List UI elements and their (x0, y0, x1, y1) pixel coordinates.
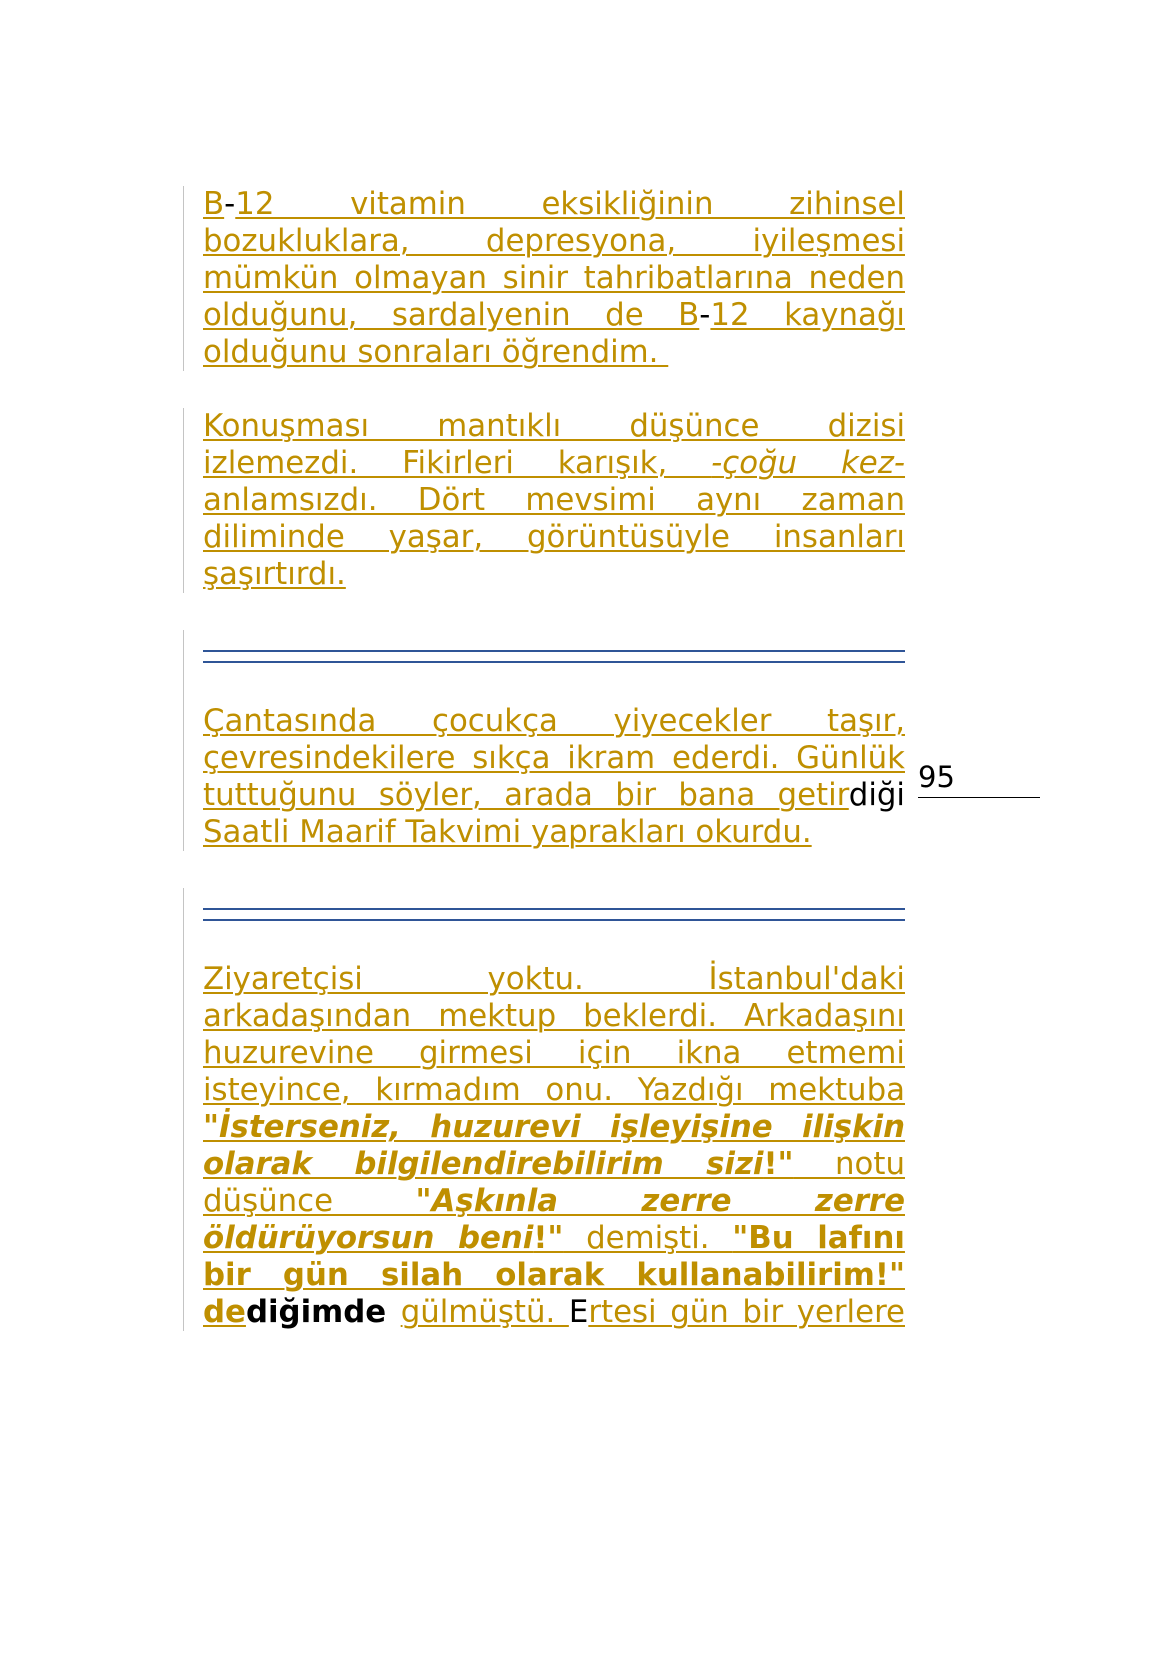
inserted-quote-text: "Aşkınla zerre zerre (415, 1183, 905, 1219)
inserted-text: düşünce (203, 1183, 416, 1219)
inserted-text: notu (793, 1146, 905, 1182)
inserted-bold-text: !" (763, 1146, 794, 1182)
change-bar (183, 630, 184, 851)
paragraph (203, 961, 905, 1331)
inserted-bold-text: !" (533, 1220, 564, 1256)
inserted-text: Çantasında çocukça yiyecekler taşır, (203, 703, 905, 739)
text-line (203, 260, 905, 297)
inserted-text: rtesi gün bir yerlere (588, 1294, 905, 1330)
text-line (203, 1220, 905, 1257)
text-line (203, 445, 905, 482)
text-line (203, 408, 905, 445)
inserted-text: 12 kaynağı (710, 297, 905, 333)
inserted-text: B (203, 186, 225, 222)
text: - (224, 186, 236, 222)
change-bar (183, 408, 184, 593)
text-line (203, 186, 905, 223)
inserted-text: mümkün olmayan sinir tahribatlarına neden (203, 260, 905, 296)
inserted-text: şaşırtırdı. (203, 556, 346, 592)
inserted-quote-text: öldürüyorsun beni (203, 1220, 534, 1256)
inserted-text: 12 vitamin eksikliğinin zihinsel (235, 186, 905, 222)
inserted-quote-text: olarak bilgilendirebilirim sizi (203, 1146, 764, 1182)
inserted-text: olduğunu sonraları öğrendim. (203, 334, 669, 370)
inserted-bold-text: de (203, 1294, 246, 1330)
inserted-text: tuttuğunu söyler, arada bir bana getir (203, 777, 849, 813)
inserted-text: bozukluklara, depresyona, iyileşmesi (203, 223, 905, 259)
paragraph (203, 703, 905, 851)
text-line (203, 1294, 905, 1331)
text-line (203, 703, 905, 740)
bold-text: diğimde (245, 1294, 401, 1330)
inserted-text: Saatli Maarif Takvimi yaprakları okurdu. (203, 814, 812, 850)
inserted-bold-text: bir gün silah olarak kullanabilirim!" (203, 1257, 905, 1293)
inserted-text: Ziyaretçisi yoktu. İstanbul'daki (203, 961, 905, 997)
text-line (203, 1109, 905, 1146)
text: - (699, 297, 711, 333)
text-line (203, 1183, 905, 1220)
inserted-text: arkadaşından mektup beklerdi. Arkadaşını (203, 998, 905, 1034)
text-line (203, 961, 905, 998)
inserted-text: diliminde yaşar, görüntüsüyle insanları (203, 519, 905, 555)
inserted-text: olduğunu, sardalyenin de B (203, 297, 700, 333)
inserted-text: Konuşması mantıklı düşünce dizisi (203, 408, 905, 444)
text-line (203, 1072, 905, 1109)
text-line (203, 740, 905, 777)
text: diği (848, 777, 905, 813)
text-line (203, 519, 905, 556)
inserted-text: gülmüştü. (400, 1294, 569, 1330)
inserted-text: izlemezdi. Fikirleri karışık, (203, 445, 712, 481)
change-bar (183, 888, 184, 1331)
double-rule (203, 908, 905, 921)
page-number: 95 (918, 760, 955, 794)
text-line (203, 1035, 905, 1072)
text-line (203, 556, 905, 593)
inserted-quote-text: "İsterseniz, huzurevi işleyişine ilişkin (203, 1109, 905, 1145)
text-line (203, 297, 905, 334)
inserted-text: huzurevine girmesi için ikna etmemi (203, 1035, 905, 1071)
inserted-text: anlamsızdı. Dört mevsimi aynı zaman (203, 482, 905, 518)
text-line (203, 814, 905, 851)
inserted-text: çevresindekilere sıkça ikram ederdi. Günlük (203, 740, 905, 776)
double-rule (203, 650, 905, 663)
paragraph (203, 408, 905, 593)
text-line (203, 482, 905, 519)
paragraph (203, 186, 905, 371)
inserted-bold-text: "Bu lafını (732, 1220, 905, 1256)
text-line (203, 1257, 905, 1294)
text-line (203, 223, 905, 260)
text-line (203, 1146, 905, 1183)
text-line (203, 777, 905, 814)
inserted-italic-text: -çoğu kez- (711, 445, 906, 481)
page-number-rule (918, 797, 1040, 798)
inserted-text: isteyince, kırmadım onu. Yazdığı mektuba (203, 1072, 905, 1108)
inserted-text: demişti. (563, 1220, 733, 1256)
text-line (203, 998, 905, 1035)
text: E (568, 1294, 589, 1330)
text-line (203, 334, 905, 371)
change-bar (183, 186, 184, 371)
